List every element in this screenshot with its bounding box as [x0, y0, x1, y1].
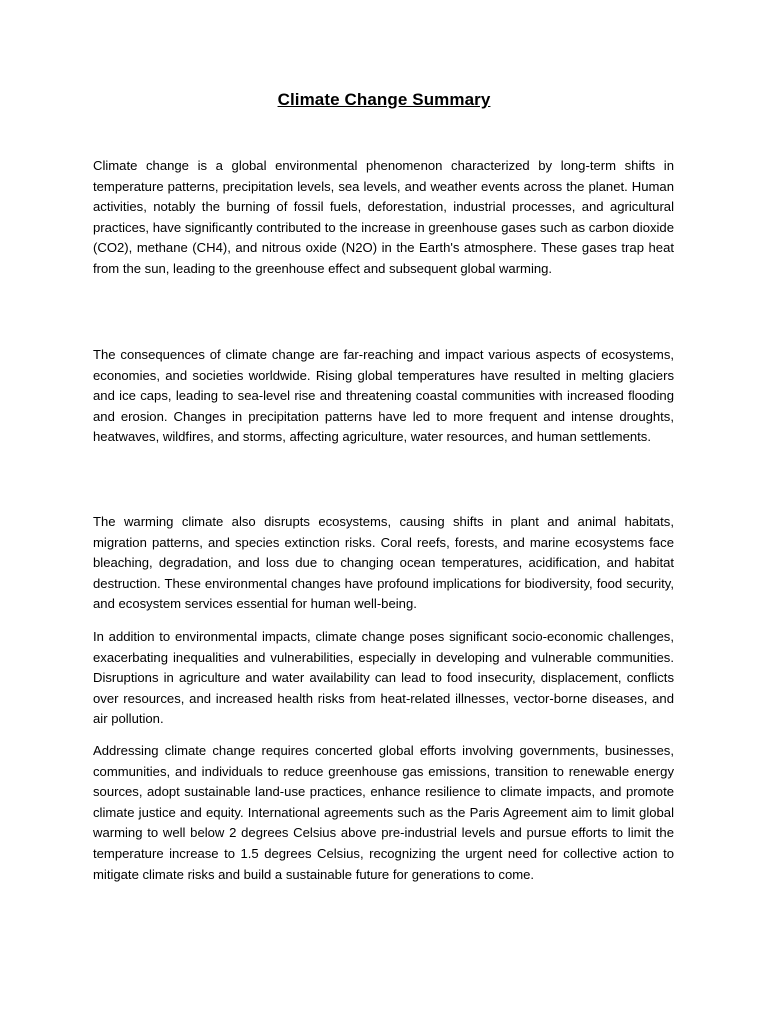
paragraph-2: The consequences of climate change are far-reaching and impact various aspects of ecosystems, economies, and societies worldwide. Rising global temperatures have resulted in melting glaciers and ice caps, leading to sea-level rise and threatening coastal communities with increased flooding and erosion. Changes in precipitation patterns have led to more frequent and intense droughts, heatwaves, wildfires, and storms, affecting agriculture, water resources, and human settlements. [93, 347, 674, 445]
document-title: Climate Change Summary [277, 90, 491, 109]
paragraph-4: In addition to environmental impacts, climate change poses significant socio-economic challenges, exacerbating inequalities and vulnerabilities, especially in developing and vulnerable communities. Disruptions in agriculture and water availability can lead to food insecurity, displacement, conflicts over resources, and increased health risks from heat-related illnesses, vector-borne diseases, and air pollution. [93, 629, 674, 727]
paragraph-3: The warming climate also disrupts ecosystems, causing shifts in plant and animal habitats, migration patterns, and species extinction risks. Coral reefs, forests, and marine ecosystems face bleaching, degradation, and loss due to changing ocean temperatures, acidification, and habitat destruction. These environmental changes have profound implications for biodiversity, food security, and ecosystem services essential for human well-being. [93, 514, 674, 612]
paragraph-5: Addressing climate change requires concerted global efforts involving governments, businesses, communities, and individuals to reduce greenhouse gas emissions, transition to renewable energy sources, adopt sustainable land-use practices, enhance resilience to climate impacts, and promote climate justice and equity. International agreements such as the Paris Agreement aim to limit global warming to well below 2 degrees Celsius above pre-industrial levels and pursue efforts to limit the temperature increase to 1.5 degrees Celsius, recognizing the urgent need for collective action to mitigate climate risks and build a sustainable future for generations to come. [93, 743, 674, 882]
paragraph-1: Climate change is a global environmental phenomenon characterized by long-term shifts in temperature patterns, precipitation levels, sea levels, and weather events across the planet. Human activities, notably the burning of fossil fuels, deforestation, industrial processes, and agricultural practices, have significantly contributed to the increase in greenhouse gases such as carbon dioxide (CO2), methane (CH4), and nitrous oxide (N2O) in the Earth's atmosphere. These gases trap heat from the sun, leading to the greenhouse effect and subsequent global warming. [93, 158, 674, 276]
